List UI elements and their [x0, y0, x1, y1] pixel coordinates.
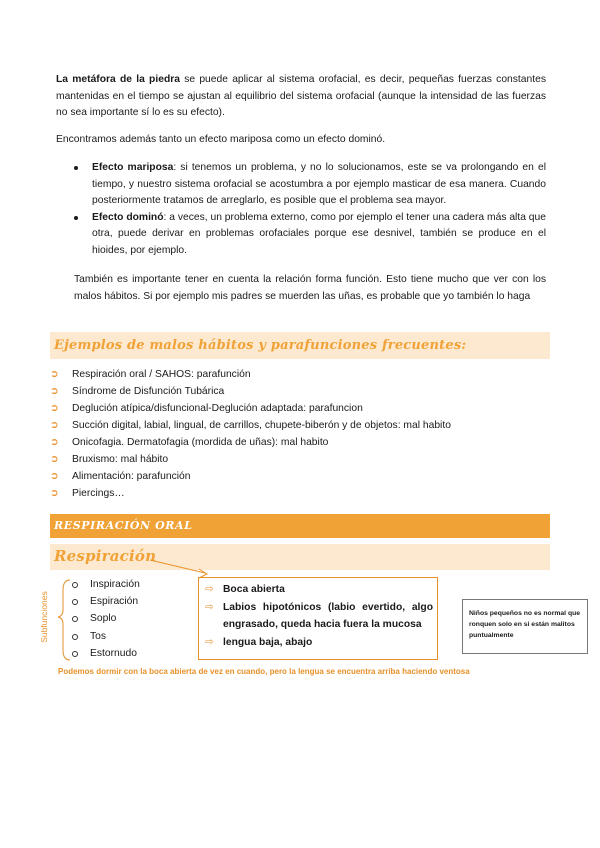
list-item: ➲ Deglución atípica/disfuncional-Deglución adaptada: parafuncion — [50, 400, 451, 417]
subfunciones-label: Subfunciones — [39, 591, 49, 643]
circled-arrow-icon: ➲ — [50, 386, 59, 397]
outline-arrow-icon: ⇨ — [205, 584, 214, 595]
note-box — [462, 599, 588, 654]
section-title: RESPIRACIÓN ORAL — [54, 519, 193, 532]
effect-text: : si tenemos un problema, y no lo solucionamos, este se va prolongando en el tiempo, y nuestro sistema orofacial se acostumbra a por ejemplo masticar de esa manera. Cuando posteriormente tratamos de arreglarlo, es posible que el problema sea mayor. — [92, 162, 546, 206]
circled-arrow-icon: ➲ — [50, 471, 59, 482]
habits-heading: Ejemplos de malos hábitos y parafunciones frecuentes: — [54, 338, 467, 353]
circle-bullet-icon — [72, 634, 78, 640]
list-item: Soplo — [72, 610, 140, 627]
circle-bullet-icon — [72, 616, 78, 622]
circled-arrow-icon: ➲ — [50, 488, 59, 499]
list-item: ➲ Piercings… — [50, 485, 451, 502]
list-item: ➲ Alimentación: parafunción — [50, 468, 451, 485]
effects-intro: Encontramos además tanto un efecto mariposa como un efecto dominó. — [56, 134, 386, 145]
subfunciones-list — [72, 576, 140, 662]
list-item: ⇨ Boca abierta — [205, 581, 433, 599]
circled-arrow-icon: ➲ — [50, 369, 59, 380]
effect-term: Efecto mariposa — [92, 162, 174, 173]
circled-arrow-icon: ➲ — [50, 420, 59, 431]
circle-bullet-icon — [72, 599, 78, 605]
list-item: Espiración — [72, 593, 140, 610]
circled-arrow-icon: ➲ — [50, 403, 59, 414]
intro-lead: La metáfora de la piedra — [56, 74, 180, 85]
intro-rest: se puede aplicar al sistema orofacial, es decir, pequeñas fuerzas constantes mantenidas en el tiempo se ajustan al equilibrio del sistema orofacial (aunque la intensidad de las fuerzas no sea importante sí lo es su efecto). — [56, 74, 546, 118]
list-item: ⇨ lengua baja, abajo — [205, 634, 433, 652]
list-item: ➲ Bruxismo: mal hábito — [50, 451, 451, 468]
circled-arrow-icon: ➲ — [50, 437, 59, 448]
list-item: ➲ Respiración oral / SAHOS: parafunción — [50, 366, 451, 383]
list-item: ➲ Onicofagia. Dermatofagia (mordida de uñas): mal habito — [50, 434, 451, 451]
list-item: Estornudo — [72, 645, 140, 662]
note-text: Niños pequeños no es normal que ronquen solo en si están malitos puntualmente — [469, 610, 581, 639]
signs-list — [205, 581, 433, 651]
outline-arrow-icon: ⇨ — [205, 601, 214, 613]
relation-paragraph: También es importante tener en cuenta la relación forma función. Esto tiene mucho que ver con los malos hábitos. Si por ejemplo mis padres se muerden las uñas, es probable que yo también lo haga — [74, 274, 546, 302]
brace-icon — [58, 580, 70, 660]
circle-bullet-icon — [72, 651, 78, 657]
respiracion-heading: Respiración — [54, 547, 157, 565]
list-item: ⇨ Labios hipotónicos (labio evertido, algo engrasado, queda hacia fuera la mucosa — [205, 599, 433, 634]
effect-text: : a veces, un problema externo, como por ejemplo el tener una cadera más alta que otra, puede derivar en problemas orofaciales porque ese desnivel, también se produce en el hioides, por ejemplo. — [92, 211, 546, 256]
list-item: ➲ Succión digital, labial, lingual, de carrillos, chupete-biberón y de objetos: mal habito — [50, 417, 451, 434]
list-item: Inspiración — [72, 576, 140, 593]
effect-term: Efecto dominó — [92, 211, 164, 223]
footnote: Podemos dormir con la boca abierta de vez en cuando, pero la lengua se encuentra arriba haciendo ventosa — [58, 667, 470, 676]
list-item: Tos — [72, 628, 140, 645]
circled-arrow-icon: ➲ — [50, 454, 59, 465]
outline-arrow-icon: ⇨ — [205, 636, 214, 648]
circle-bullet-icon — [72, 582, 78, 588]
list-item: ➲ Síndrome de Disfunción Tubárica — [50, 383, 451, 400]
